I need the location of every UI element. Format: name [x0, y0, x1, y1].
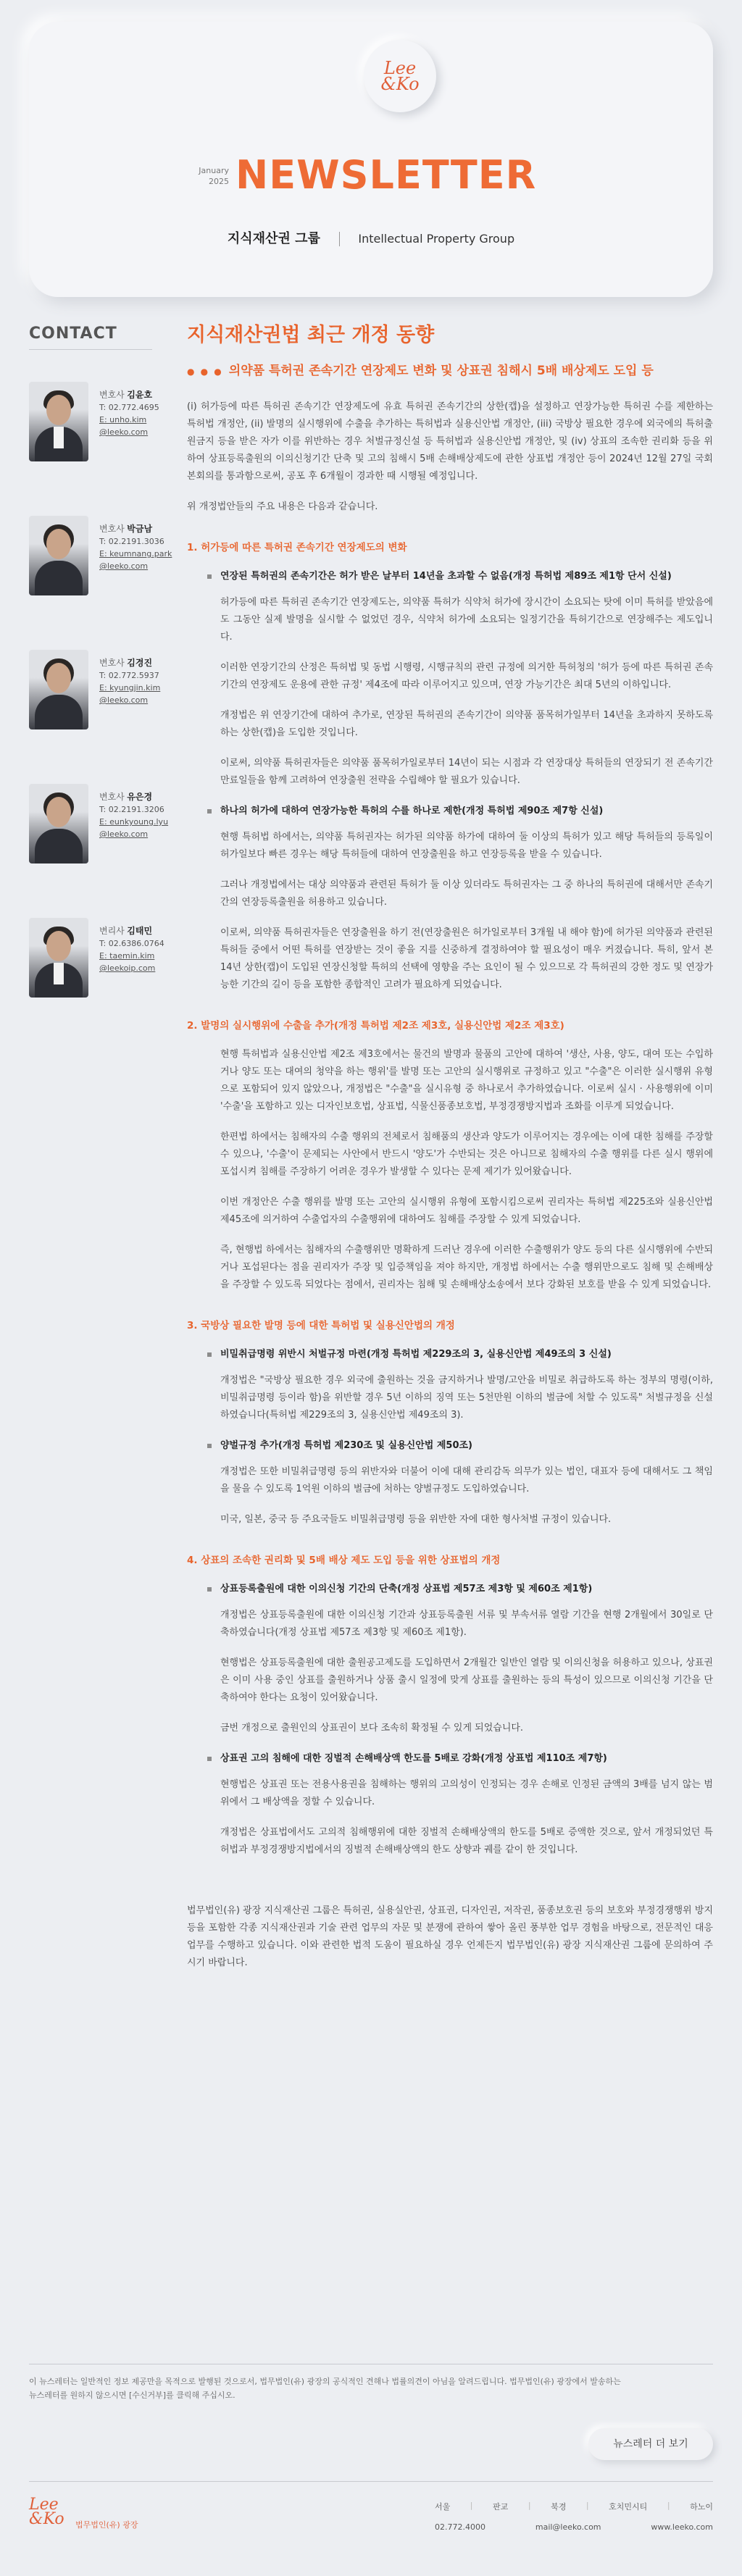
- disclaimer-line-2[interactable]: 뉴스레터를 원하지 않으시면 [수신거부]를 클릭해 주십시오.: [29, 2391, 235, 2400]
- subtitle-dots: ● ● ●: [187, 367, 223, 377]
- section-paragraph: 미국, 일본, 중국 등 주요국들도 비밀취급명령 등을 위반한 자에 대한 형사처벌 규정이 있습니다.: [220, 1514, 612, 1525]
- contact-tel: T: 02.2191.3036: [99, 537, 164, 546]
- section-paragraph: 현행법은 상표등록출원에 대한 출원공고제도를 도입하면서 2개월간 일반인 열람 및 이의신청을 허용하고 있으나, 상표권은 이미 사용 중인 상표를 출원하거나 상품 출시 일정에 맞게 상표를 출원하는 등의 특성이 있으므로 이의신청 기간을 단축하여야 한다는 요청이 있어왔습니다.: [220, 1657, 713, 1703]
- contact-info: [99, 657, 179, 706]
- header-card: [29, 22, 713, 297]
- contact-info: [99, 791, 179, 840]
- office-list: [435, 2501, 713, 2512]
- section-1-title: 1. 허가등에 따른 특허권 존속기간 연장제도의 변화: [187, 542, 407, 553]
- contact-tel: T: 02.6386.0764: [99, 939, 164, 948]
- person-photo: [29, 784, 88, 863]
- section-4-bullet-1: 상표등록출원에 대한 이의신청 기간의 단축(개정 상표법 제57조 제3항 및 제60조 제1항): [187, 1581, 713, 1598]
- office-pangyo[interactable]: 판교: [493, 2502, 509, 2512]
- section-paragraph: 현행법은 상표권 또는 전용사용권을 침해하는 행위의 고의성이 인정되는 경우 손해로 인정된 금액의 3배를 넘지 않는 범위에서 그 배상액을 정할 수 있습니다.: [220, 1779, 713, 1807]
- issue-year: 2025: [209, 177, 229, 186]
- section-paragraph: 현행 특허법 하에서는, 의약품 특허권자는 허가된 의약품 하가에 대하여 둘 이상의 특허가 있고 해당 특허들의 등록일이 허가일보다 빠른 경우는 해당 특허들에 대하여 연장출원을 하고 연장등록을 받을 수 있습니다.: [220, 832, 713, 860]
- section-paragraph: 이로써, 의약품 특허권자들은 연장출원을 하기 전(연장출원은 허가일로부터 3개월 내 해야 함)에 허가된 의약품과 관련된 특허들 중에서 어떤 특허를 연장받는 것이 좋을 지를 신중하게 결정하여야 할 필요성이 매우 커졌습니다. 특히, 앞서 본 14년 상한(캡)이 도입된 연장신청할 특허의 선택에 영향을 주는 요인이 될 수 있으므로 각 특허권의 강한 정도 및 연장가능한 기간의 길이 등을 포함한 종합적인 고려가 필요하게 되었습니다.: [220, 927, 713, 990]
- footer-contacts: [435, 2522, 713, 2532]
- office-separator: |: [585, 2501, 589, 2510]
- article-subtitle: [187, 360, 713, 378]
- office-separator: |: [528, 2501, 531, 2510]
- contact-role: 변호사: [99, 658, 125, 668]
- article-title: 지식재산권법 최근 개정 동향: [187, 324, 435, 346]
- contact-role: 변호사: [99, 792, 125, 802]
- footer-tel: 02.772.4000: [435, 2522, 485, 2532]
- section-paragraph: 개정법은 "국방상 필요한 경우 외국에 출원하는 것을 금지하거나 발명/고안을 비밀로 취급하도록 하는 정부의 명령(이하, 비밀취급명령 등이라 함)을 위반할 경우 5년 이하의 징역 또는 5천만원 이하의 벌금에 처할 수 있도록" 처벌규정을 신설하였습니다(특허법 제229조의 3, 실용신안법 제49조의 3).: [220, 1375, 713, 1421]
- logo-ko: &Ko: [380, 74, 420, 94]
- contact-role: 변리사: [99, 926, 125, 936]
- contact-info: [99, 523, 179, 572]
- contact-name: 박금남: [127, 524, 153, 534]
- group-divider: [339, 232, 340, 246]
- section-paragraph: 이러한 연장기간의 산정은 특허법 및 동법 시행령, 시행규칙의 관련 규정에 의거한 특허청의 '허가 등에 따른 특허권 존속기간의 연장제도 운용에 관한 규정' 제4조에 따라 이루어지고 있으며, 연장 가능기간은 최대 5년의 이하입니다.: [220, 662, 713, 690]
- issue-date: [196, 165, 229, 187]
- contact-tel: T: 02.2191.3206: [99, 805, 164, 814]
- disclaimer-line-1: 이 뉴스레터는 일반적인 정보 제공만을 목적으로 발행된 것으로서, 법무법인(유) 광장의 공식적인 견해나 법률의견이 아님을 알려드립니다. 법무법인(유) 광장에서 발송하는: [29, 2377, 621, 2386]
- contact-role: 변호사: [99, 524, 125, 534]
- section-paragraph: 허가등에 따른 특허권 존속기간 연장제도는, 의약품 특허가 식약처 허가에 장시간이 소요되는 탓에 이미 특허를 받았음에도 그동안 실제 발명을 실시할 수 없었던 경우, 식약처 허가에 소요되는 일정기간을 특허기간으로 연장해주는 제도입니다.: [220, 597, 713, 643]
- footer-firm-name: 법무법인(유) 광장: [75, 2520, 138, 2530]
- intro-paragraph-2: 위 개정법안들의 주요 내용은 다음과 같습니다.: [187, 501, 378, 512]
- contact-email[interactable]: E: unho.kim @leeko.com: [99, 415, 149, 437]
- closing-paragraph: 법무법인(유) 광장 지식재산권 그룹은 특허권, 실용실안권, 상표권, 디자인권, 저작권, 품종보호권 등의 보호와 부정경쟁행위 방지 등을 포함한 각종 지식재산권과 기술 관련 업무의 자문 및 분쟁에 관하여 쌓아 올린 풍부한 업무 경험을 바탕으로, 전문적인 대응 업무를 수행하고 있습니다. 이와 관련한 법적 도움이 필요하실 경우 언제든지 법무법인(유) 광장 지식재산권 그룹에 문의하여 주시기 바랍니다.: [187, 1905, 713, 1968]
- section-3-bullet-1: 비밀취급명령 위반시 처벌규정 마련(개정 특허법 제229조의 3, 실용신안법 제49조의 3 신설): [187, 1346, 713, 1363]
- footer-logo[interactable]: Lee &Ko: [29, 2496, 64, 2528]
- section-4-title: 4. 상표의 조속한 권리화 및 5배 배상 제도 도입 등을 위한 상표법의 개정: [187, 1555, 501, 1566]
- contact-heading: CONTACT: [29, 325, 117, 343]
- contact-name: 김윤호: [127, 390, 153, 400]
- contact-tel: T: 02.772.4695: [99, 403, 159, 412]
- office-seoul[interactable]: 서울: [435, 2502, 451, 2512]
- section-3-title: 3. 국방상 필요한 발명 등에 대한 특허법 및 실용신안법의 개정: [187, 1320, 455, 1331]
- footer-mail[interactable]: mail@leeko.com: [535, 2522, 601, 2532]
- section-paragraph: 금번 개정으로 출원인의 상표권이 보다 조속히 확정될 수 있게 되었습니다.: [220, 1723, 524, 1734]
- footer-divider: [29, 2481, 713, 2482]
- firm-logo[interactable]: [364, 40, 436, 112]
- contact-name: 유은경: [127, 792, 153, 802]
- contact-name: 김태민: [127, 926, 153, 936]
- section-3-bullet-2: 양벌규정 추가(개정 특허법 제230조 및 실용신안법 제50조): [187, 1437, 713, 1455]
- office-hanoi[interactable]: 하노이: [690, 2502, 713, 2512]
- office-separator: |: [470, 2501, 473, 2510]
- section-paragraph: 현행 특허법과 실용신안법 제2조 제3호에서는 물건의 발명과 물품의 고안에 대하여 '생산, 사용, 양도, 대여 또는 수입하거나 양도 또는 대여의 청약을 하는 행위'를 발명 또는 고안의 실시행위로 규정하고 있고 "수출"은 이러한 실시행위 유형으로 포함되어 있지 않았으나, 개정법은 "수출"을 실시유형 중 하나로서 추가하였습니다. 이로써 실시 · 사용행위에 이미 '수출'을 포함하고 있는 디자인보호법, 상표법, 식물신품종보호법, 부정경쟁방지법과 조화를 이루게 되었습니다.: [220, 1049, 713, 1112]
- section-paragraph: 한편법 하에서는 침해자의 수출 행위의 전체로서 침해품의 생산과 양도가 이루어지는 경우에는 이에 대한 침해를 주장할 수 있으나, '수출'이 문제되는 사안에서 반드시 '양도'가 수반되는 것은 아니므로 침해자의 수출 행위를 다른 실시 행위에 포섭시켜 침해를 주장하기 어려운 경우가 발생할 수 있다는 문제 제기가 있어왔습니다.: [220, 1132, 713, 1177]
- intro-paragraph: (i) 허가등에 따른 특허권 존속기간 연장제도에 유효 특허권 존속기간의 상한(캡)을 설정하고 연장가능한 특허권 수를 제한하는 특허법 개정안, (ii) 발명의 실시행위에 수출을 추가하는 특허법과 실용신안법 개정안, (iii) 국방상 필요한 경우에 외국에의 특허출원금지 등을 받은 자가 이를 위반하는 경우 처벌규정신설 등 특허법과 실용신안법 개정안, 및 (iv) 상표의 조속한 권리화 등을 위하여 상표등록출원의 이의신청기간 단축 및 고의 침해시 5배 손해배상제도에 관한 상표법 개정안 등이 2024년 12월 27일 국회 본회의를 통과함으로써, 공포 후 6개월이 경과한 때 시행될 예정입니다.: [187, 401, 713, 482]
- issue-month: January: [199, 166, 229, 175]
- section-paragraph: 즉, 현행법 하에서는 침해자의 수출행위만 명확하게 드러난 경우에 이러한 수출행위가 양도 등의 다른 실시행위에 수반되거나 포섭된다는 점을 권리자가 주장 및 입증책임을 져야 하지만, 개정법 하에서는 수출 행위만으로도 침해 및 손해배상을 주장할 수 있도록 되었다는 점에서, 권리자는 침해 및 손해배상소송에서 보다 강화된 보호를 받을 수 있게 되었습니다.: [220, 1245, 713, 1290]
- person-photo: [29, 650, 88, 729]
- subtitle-text: 의약품 특허권 존속기간 연장제도 변화 및 상표권 침해시 5배 배상제도 도입 등: [228, 364, 654, 378]
- group-name: [29, 228, 713, 247]
- group-name-en: Intellectual Property Group: [358, 232, 515, 246]
- contact-info: [99, 389, 179, 438]
- section-1-bullet-1: 연장된 특허권의 존속기간은 허가 받은 날부터 14년을 초과할 수 없음(개정 특허법 제89조 제1항 단서 신설): [187, 568, 713, 585]
- section-paragraph: 개정법은 위 연장기간에 대하여 추가로, 연장된 특허권의 존속기간이 의약품 품목허가일부터 14년을 초과하지 못하도록 하는 상한(캡)을 도입한 것입니다.: [220, 710, 713, 738]
- contact-tel: T: 02.772.5937: [99, 671, 159, 680]
- section-paragraph: 이번 개정안은 수출 행위를 발명 또는 고안의 실시행위 유형에 포함시킴으로써 권리자는 특허법 제225조와 실용신안법 제45조에 의거하여 수출업자의 수출행위에 대하여도 침해를 주장할 수 있게 되었습니다.: [220, 1197, 713, 1225]
- section-paragraph: 그러나 개정법에서는 대상 의약품과 관련된 특허가 둘 이상 있더라도 특허권자는 그 중 하나의 특허권에 대해서만 존속기간의 연장등록출원을 허용하고 있습니다.: [220, 879, 713, 908]
- person-photo: [29, 516, 88, 595]
- person-photo: [29, 918, 88, 998]
- article: [187, 319, 713, 1972]
- group-name-ko: 지식재산권 그룹: [227, 231, 320, 246]
- section-paragraph: 개정법은 상표등록출원에 대한 이의신청 기간과 상표등록출원 서류 및 부속서류 열람 기간을 현행 2개월에서 30일로 단축하였습니다(개정 상표법 제57조 제3항 및 제60조 제1항).: [220, 1610, 713, 1638]
- section-4-bullet-2: 상표권 고의 침해에 대한 징벌적 손해배상액 한도를 5배로 강화(개정 상표법 제110조 제7항): [187, 1750, 713, 1768]
- office-hcmc[interactable]: 호치민시티: [609, 2502, 648, 2512]
- contact-email[interactable]: E: keumnang.park @leeko.com: [99, 549, 172, 571]
- office-beijing[interactable]: 북경: [551, 2502, 567, 2512]
- person-photo: [29, 382, 88, 461]
- contact-email[interactable]: E: taemin.kim @leekoip.com: [99, 951, 156, 973]
- footer-web[interactable]: www.leeko.com: [651, 2522, 713, 2532]
- disclaimer: [29, 2364, 713, 2402]
- contact-email[interactable]: E: eunkyoung.lyu @leeko.com: [99, 817, 169, 839]
- contact-role: 변호사: [99, 390, 125, 400]
- office-separator: |: [667, 2501, 670, 2510]
- section-2-title: 2. 발명의 실시행위에 수출을 추가(개정 특허법 제2조 제3호, 실용신안법 제2조 제3호): [187, 1020, 564, 1032]
- section-paragraph: 개정법은 상표법에서도 고의적 침해행위에 대한 징벌적 손해배상액의 한도를 5배로 증액한 것으로, 앞서 개정되었던 특허법과 부정경쟁방지법에서의 징벌적 손해배상액의 한도 상향과 궤를 같이 한 것입니다.: [220, 1827, 713, 1855]
- contact-email[interactable]: E: kyungjin.kim @leeko.com: [99, 683, 161, 705]
- contact-name: 김경진: [127, 658, 153, 668]
- section-paragraph: 이로써, 의약품 특허권자들은 의약품 품목허가일로부터 14년이 되는 시점과 각 연장대상 특허들의 연장되기 전 존속기간 만료일들을 함께 고려하여 연장출원 전략을 수립해야 할 필요가 있습니다.: [220, 758, 713, 786]
- more-newsletters-button[interactable]: 뉴스레터 더 보기: [588, 2428, 713, 2460]
- section-1-bullet-2: 하나의 허가에 대하여 연장가능한 특허의 수를 하나로 제한(개정 특허법 제90조 제7항 신설): [187, 803, 713, 820]
- newsletter-title: NEWSLETTER: [235, 152, 537, 198]
- logo-lee: Lee: [383, 58, 417, 78]
- section-paragraph: 개정법은 또한 비밀취급명령 등의 위반자와 더불어 이에 대해 관리감독 의무가 있는 법인, 대표자 등에 대해서도 그 책임을 물을 수 있도록 1억원 이하의 벌금에 처하는 양벌규정도 도입하였습니다.: [220, 1466, 713, 1494]
- contact-divider: [29, 349, 152, 350]
- contact-info: [99, 925, 179, 974]
